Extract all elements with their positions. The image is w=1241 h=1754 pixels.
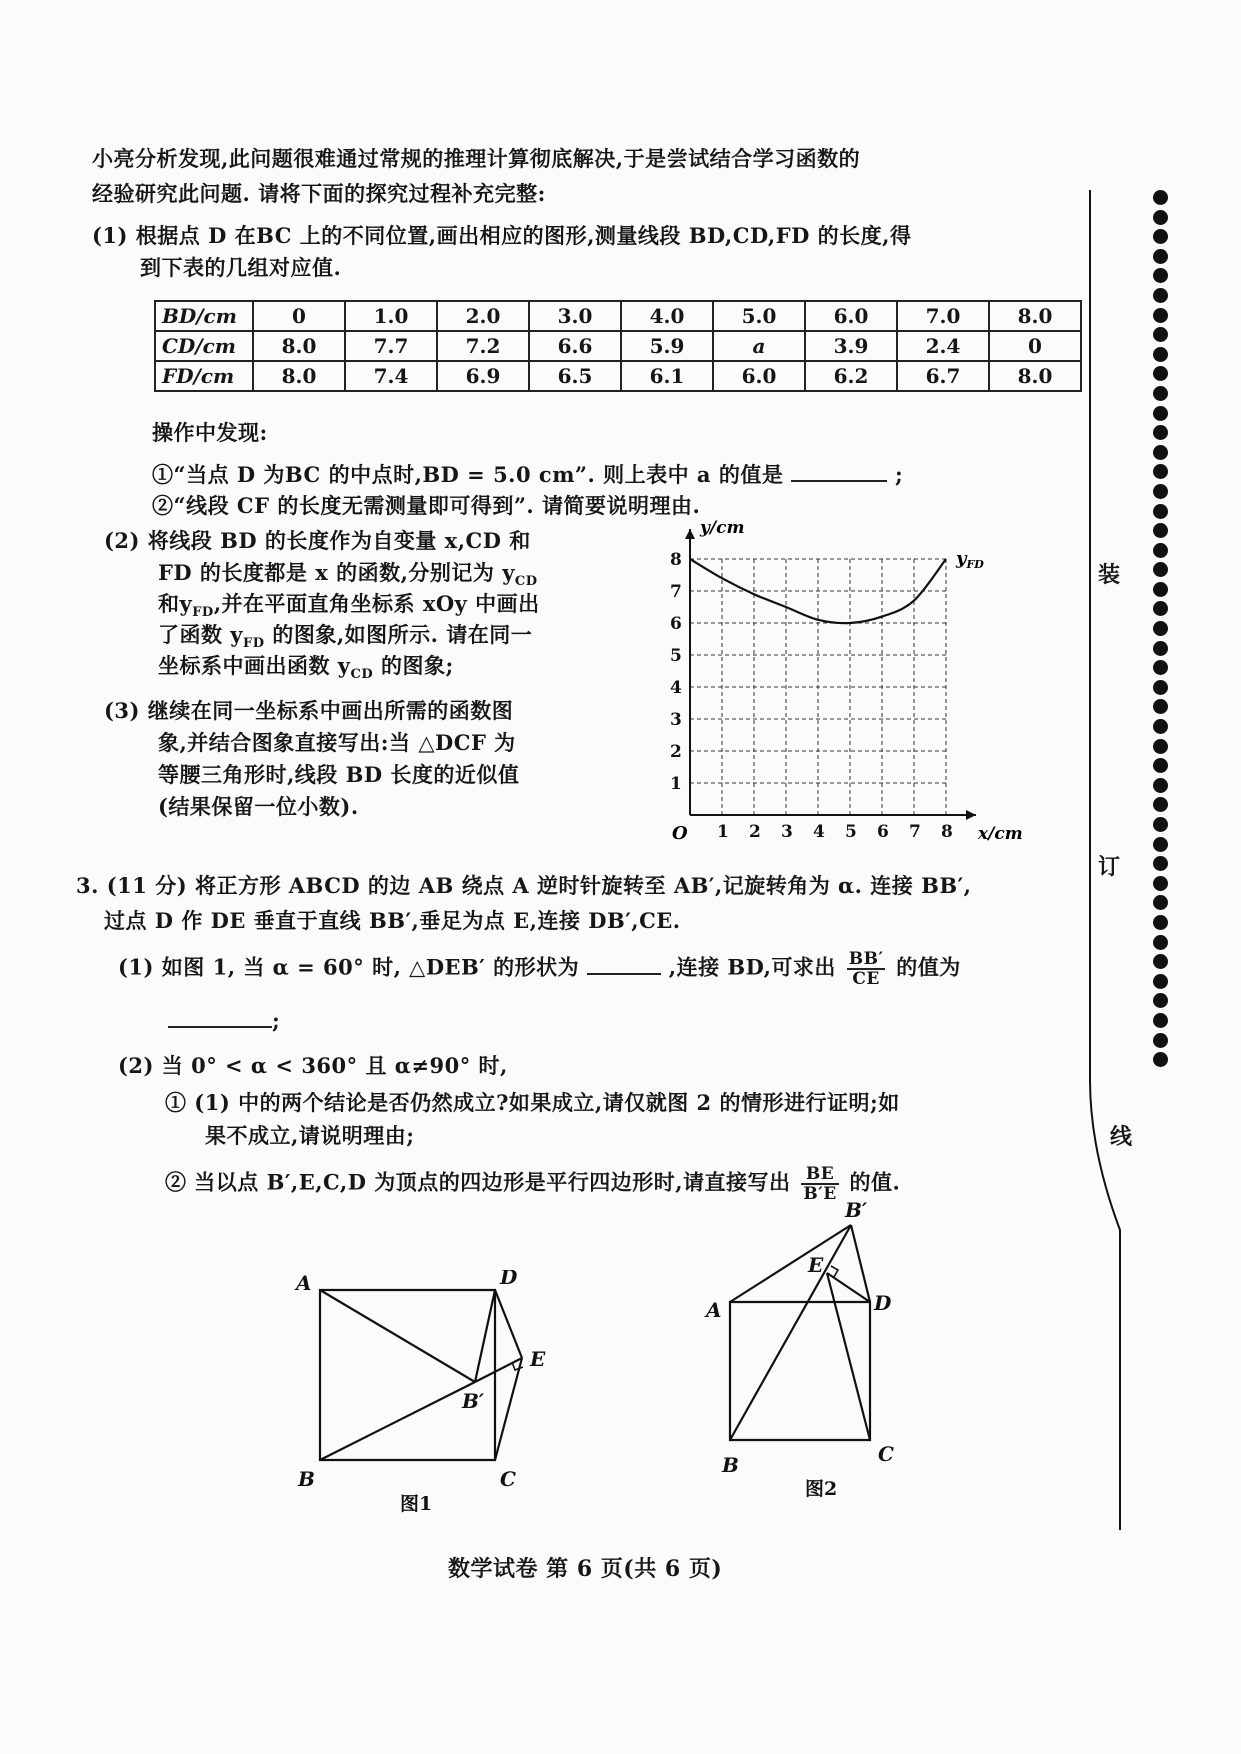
label-c: C [878,1442,894,1466]
binding-dot [1153,386,1168,401]
y-tick-label: 6 [670,614,682,634]
binding-dot [1153,308,1168,323]
y-axis-arrow [685,529,695,539]
operation-item-1 [152,459,903,489]
frac-num: BE [801,1165,838,1185]
part3-line-4: (结果保留一位小数). [158,794,359,819]
part3-line-2: 象,并结合图象直接写出:当 △DCF 为 [158,730,516,755]
table-cell: 0 [253,301,345,331]
part2-line-5a: 坐标系中画出函数 y [158,653,351,678]
binding-dot [1153,562,1168,577]
binding-dot [1153,229,1168,244]
q3-p2-2a: ② 当以点 B′,E,C,D 为顶点的四边形是平行四边形时,请直接写出 [165,1169,791,1195]
y-tick-label: 2 [670,742,682,762]
part2-line-3b: ,并在平面直角坐标系 xOy 中画出 [213,591,540,616]
hidden-line [730,1302,870,1440]
binding-dot [1153,876,1168,891]
binding-dot [1153,601,1168,616]
part1-line-1: (1) 根据点 D 在BC 上的不同位置,画出相应的图形,测量线段 BD,CD,FD 的长度,得 [92,223,912,248]
part2-line-2-text: FD 的长度都是 x 的函数,分别记为 y [158,560,515,585]
table-cell: a [713,331,805,361]
binding-dot [1153,778,1168,793]
row-header: BD/cm [155,301,253,331]
figure-2 [700,1195,920,1510]
binding-dot [1153,484,1168,499]
x-tick-label: 8 [941,822,953,842]
binding-dot [1153,954,1168,969]
part2-line-4a: 了函数 y [158,622,244,647]
y-tick-label: 3 [670,710,682,730]
binding-dot [1153,366,1168,381]
series-label-sub: FD [966,558,984,571]
binding-dot [1153,464,1168,479]
q3-p1b: ,连接 BD,可求出 [668,954,836,980]
binding-dot [1153,993,1168,1008]
q3-line-1: 3. (11 分) 将正方形 ABCD 的边 AB 绕点 A 逆时针旋转至 AB′,记旋转角为 α. 连接 BB′, [76,873,972,898]
binding-dot [1153,425,1168,440]
binding-dot [1153,837,1168,852]
subscript: FD [243,636,265,652]
series-label-yfd [955,548,984,571]
origin-label: O [672,823,688,844]
table-cell: 6.0 [805,301,897,331]
part2-line-1: (2) 将线段 BD 的长度作为自变量 x,CD 和 [104,528,531,553]
label-c: C [500,1467,516,1491]
operation-item-1-text: ①“当点 D 为BC 的中点时,BD = 5.0 cm”. 则上表中 a 的值是 [152,462,784,487]
page-footer: 数学试卷 第 6 页(共 6 页) [448,1556,723,1582]
binding-dot [1153,974,1168,989]
operation-heading: 操作中发现: [152,420,268,445]
subscript: CD [350,667,374,683]
x-tick-label: 5 [845,822,857,842]
chart-tick-labels [670,550,953,842]
binding-dot [1153,915,1168,930]
table-cell: 1.0 [345,301,437,331]
label-e: E [808,1253,824,1277]
label-a: A [296,1271,312,1295]
answer-blank[interactable] [168,1026,272,1028]
q3-part-2-1a: ① (1) 中的两个结论是否仍然成立?如果成立,请仅就图 2 的情形进行证明;如 [165,1090,900,1115]
x-axis-arrow [966,810,976,820]
part1-line-2: 到下表的几组对应值. [140,255,342,280]
y-tick-label: 8 [670,550,682,570]
binding-label-ding: 订 [1098,854,1121,880]
label-a: A [706,1298,722,1322]
frac-den: B′E [803,1184,837,1204]
x-tick-label: 6 [877,822,889,842]
fraction-bb-ce [847,950,886,988]
binding-dot [1153,582,1168,597]
table-row [155,301,1081,331]
q3-p2-2b: 的值. [849,1169,901,1195]
table-cell: 8.0 [253,331,345,361]
y-tick-label: 7 [670,582,682,602]
table-cell: 4.0 [621,301,713,331]
table-cell: 7.7 [345,331,437,361]
table-cell: 5.9 [621,331,713,361]
q3-part-2: (2) 当 0° < α < 360° 且 α≠90° 时, [118,1053,508,1078]
segment-de [495,1290,522,1358]
table-cell: 6.6 [529,331,621,361]
subscript: FD [192,605,214,621]
binding-dot [1153,699,1168,714]
part2-line-2 [158,557,538,589]
frac-num: BB′ [848,949,884,969]
x-tick-label: 3 [781,822,793,842]
label-b-prime: B′ [845,1198,868,1222]
binding-label-zhuang: 装 [1098,562,1121,588]
part2-line-5 [158,650,454,682]
binding-dot [1153,758,1168,773]
binding-dot [1153,895,1168,910]
table-cell: 2.4 [897,331,989,361]
table-cell: 6.5 [529,361,621,391]
segment-bb-prime [320,1382,475,1460]
q3-part-2-1b: 果不成立,请说明理由; [205,1123,415,1148]
frac-den: CE [852,969,880,989]
label-e: E [530,1347,546,1371]
table-cell: 6.9 [437,361,529,391]
binding-dot [1153,268,1168,283]
binding-dot [1153,660,1168,675]
part3-line-3: 等腰三角形时,线段 BD 长度的近似值 [158,762,520,787]
binding-dot [1153,445,1168,460]
label-d: D [500,1270,518,1289]
q3-part-1-blank [168,1008,280,1033]
table-row [155,331,1081,361]
y-tick-label: 4 [670,678,682,698]
binding-dot [1153,210,1168,225]
q3-p1a: (1) 如图 1, 当 α = 60° 时, △DEB′ 的形状为 [118,954,580,980]
segment-bb-prime [730,1225,851,1440]
table-cell: 3.0 [529,301,621,331]
x-tick-label: 1 [717,822,729,842]
square-abcd [320,1290,495,1460]
table-cell: 8.0 [989,301,1081,331]
y-axis-label: y/cm [700,520,745,538]
binding-dot [1153,347,1168,362]
binding-dot [1153,680,1168,695]
binding-label-xian: 线 [1110,1124,1133,1150]
x-tick-label: 7 [909,822,921,842]
binding-dot [1153,288,1168,303]
binding-dot [1153,190,1168,205]
table-cell: 6.0 [713,361,805,391]
y-tick-label: 5 [670,646,682,666]
x-tick-label: 2 [749,822,761,842]
row-header: CD/cm [155,331,253,361]
q3-part-1 [118,950,961,988]
figure-1-caption: 图1 [400,1493,433,1515]
label-b-prime: B′ [462,1389,485,1413]
binding-dot [1153,739,1168,754]
binding-dot [1153,817,1168,832]
part2-line-3a: 和y [158,591,193,616]
y-tick-label: 1 [670,774,682,794]
operation-item-1-end: ; [894,462,904,487]
segment-db-prime [475,1290,495,1382]
binding-dot [1153,719,1168,734]
q3-p1c: 的值为 [896,954,961,980]
binding-dot [1153,327,1168,342]
part3-line-1: (3) 继续在同一坐标系中画出所需的函数图 [104,698,514,723]
binding-dot [1153,523,1168,538]
answer-blank[interactable] [587,973,661,975]
table-cell: 8.0 [253,361,345,391]
binding-dot [1153,543,1168,558]
segment-ce [495,1358,522,1460]
square-abcd [730,1302,870,1440]
label-b: B [298,1467,315,1491]
binding-dot [1153,504,1168,519]
table-cell: 7.0 [897,301,989,331]
x-tick-label: 4 [813,822,825,842]
function-chart [650,520,1030,850]
part2-line-5b: 的图象; [373,653,454,678]
table-cell: 6.1 [621,361,713,391]
part2-line-4b: 的图象,如图所示. 请在同一 [264,622,533,647]
figure-2-caption: 图2 [805,1478,838,1500]
table-cell: 3.9 [805,331,897,361]
segment-ab-prime [730,1225,851,1302]
binding-dot [1153,406,1168,421]
part2-line-3 [158,588,540,620]
binding-dot [1153,1013,1168,1028]
binding-dots [1147,190,1173,1072]
intro-line-2: 经验研究此问题. 请将下面的探究过程补充完整: [92,181,546,206]
binding-dot [1153,641,1168,656]
intro-line-1: 小亮分析发现,此问题很难通过常规的推理计算彻底解决,于是尝试结合学习函数的 [92,146,861,171]
q3-p1-end: ; [272,1008,281,1033]
series-label-name: y [956,548,967,569]
segment-ab-prime [320,1290,475,1382]
chart-axes [685,529,976,820]
binding-dot [1153,797,1168,812]
x-axis-label: x/cm [978,824,1023,844]
binding-dot [1153,856,1168,871]
table-cell: 5.0 [713,301,805,331]
table-cell: 0 [989,331,1081,361]
table-cell: 2.0 [437,301,529,331]
label-b: B [722,1453,739,1477]
subscript: CD [514,574,538,590]
table-cell: 6.7 [897,361,989,391]
label-d: D [874,1291,892,1315]
answer-blank[interactable] [791,480,887,482]
part2-line-4 [158,619,532,651]
table-cell: 7.2 [437,331,529,361]
figure-1 [290,1270,570,1520]
operation-item-2: ②“线段 CF 的长度无需测量即可得到”. 请简要说明理由. [152,493,701,518]
chart-grid [690,559,946,815]
binding-dot [1153,1033,1168,1048]
binding-dot [1153,1052,1168,1067]
values-table [154,300,1082,392]
q3-line-2: 过点 D 作 DE 垂直于直线 BB′,垂足为点 E,连接 DB′,CE. [104,908,681,933]
table-cell: 6.2 [805,361,897,391]
table-row [155,361,1081,391]
binding-dot [1153,935,1168,950]
row-header: FD/cm [155,361,253,391]
binding-dot [1153,621,1168,636]
binding-dot [1153,249,1168,264]
table-cell: 8.0 [989,361,1081,391]
table-cell: 7.4 [345,361,437,391]
